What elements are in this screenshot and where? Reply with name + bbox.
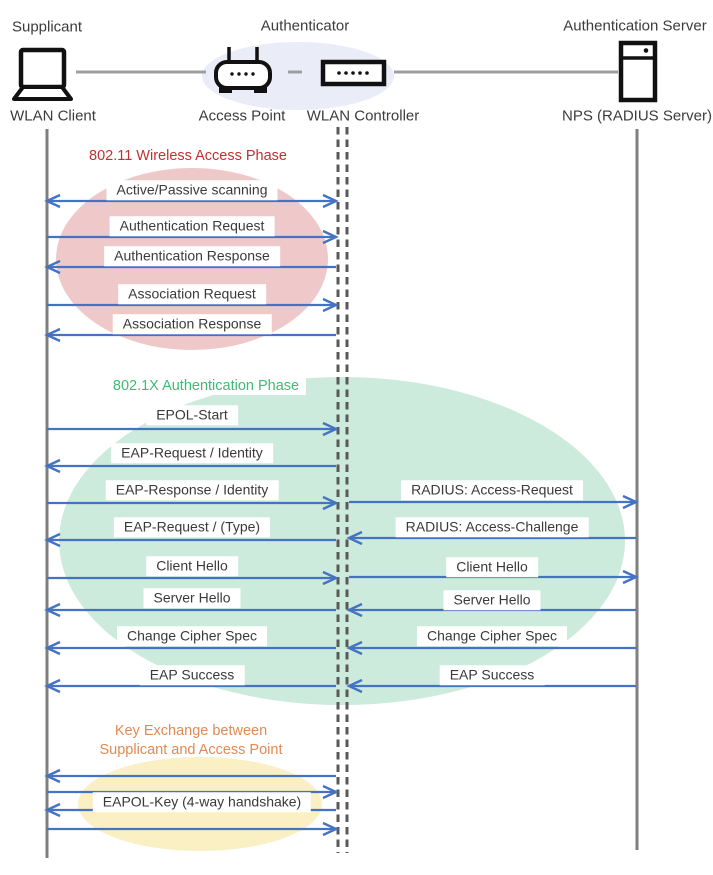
- message-label-client-hello-right: Client Hello: [446, 557, 538, 577]
- message-label-authentication-request: Authentication Request: [110, 216, 275, 236]
- actor-supplicant-label: Supplicant: [11, 18, 83, 36]
- phase2-title: 802.1X Authentication Phase: [106, 377, 306, 395]
- message-label-server-hello-right: Server Hello: [443, 590, 540, 610]
- device-wlan-controller-label: WLAN Controller: [306, 107, 420, 125]
- message-label-active-passive-scanning: Active/Passive scanning: [107, 180, 278, 200]
- message-label-authentication-response: Authentication Response: [104, 246, 280, 266]
- phase3-title-line1: Key Exchange between: [114, 723, 268, 739]
- device-nps-label: NPS (RADIUS Server): [561, 107, 713, 125]
- message-label-eap-request-type: EAP-Request / (Type): [114, 517, 270, 537]
- device-access-point-label: Access Point: [198, 107, 286, 125]
- message-label-change-cipher-spec-left: Change Cipher Spec: [117, 626, 267, 646]
- message-label-association-request: Association Request: [118, 284, 266, 304]
- message-label-association-response: Association Response: [113, 314, 272, 334]
- phase3-title-line2: Supplicant and Access Point: [99, 742, 283, 758]
- wlan-controller-icon: [323, 62, 384, 84]
- message-label-client-hello-left: Client Hello: [146, 556, 238, 576]
- message-label-epol-start: EPOL-Start: [146, 405, 238, 425]
- device-wlan-client-label: WLAN Client: [10, 107, 96, 125]
- message-label-radius-access-challenge: RADIUS: Access-Challenge: [396, 517, 589, 537]
- message-label-change-cipher-spec-right: Change Cipher Spec: [417, 626, 567, 646]
- server-icon: [621, 43, 655, 100]
- actor-auth-server-label: Authentication Server: [563, 17, 707, 35]
- message-label-eap-request-identity: EAP-Request / Identity: [111, 443, 273, 463]
- message-label-radius-access-request: RADIUS: Access-Request: [401, 480, 583, 500]
- laptop-icon: [14, 50, 71, 99]
- message-label-eap-success-left: EAP Success: [140, 665, 245, 685]
- message-label-server-hello-left: Server Hello: [143, 588, 240, 608]
- message-label-eap-response-identity: EAP-Response / Identity: [106, 480, 279, 500]
- message-label-eap-success-right: EAP Success: [440, 665, 545, 685]
- message-label-eapol-key-handshake: EAPOL-Key (4-way handshake): [93, 792, 311, 812]
- phase1-title: 802.11 Wireless Access Phase: [82, 147, 294, 165]
- actor-authenticator-label: Authenticator: [260, 17, 350, 35]
